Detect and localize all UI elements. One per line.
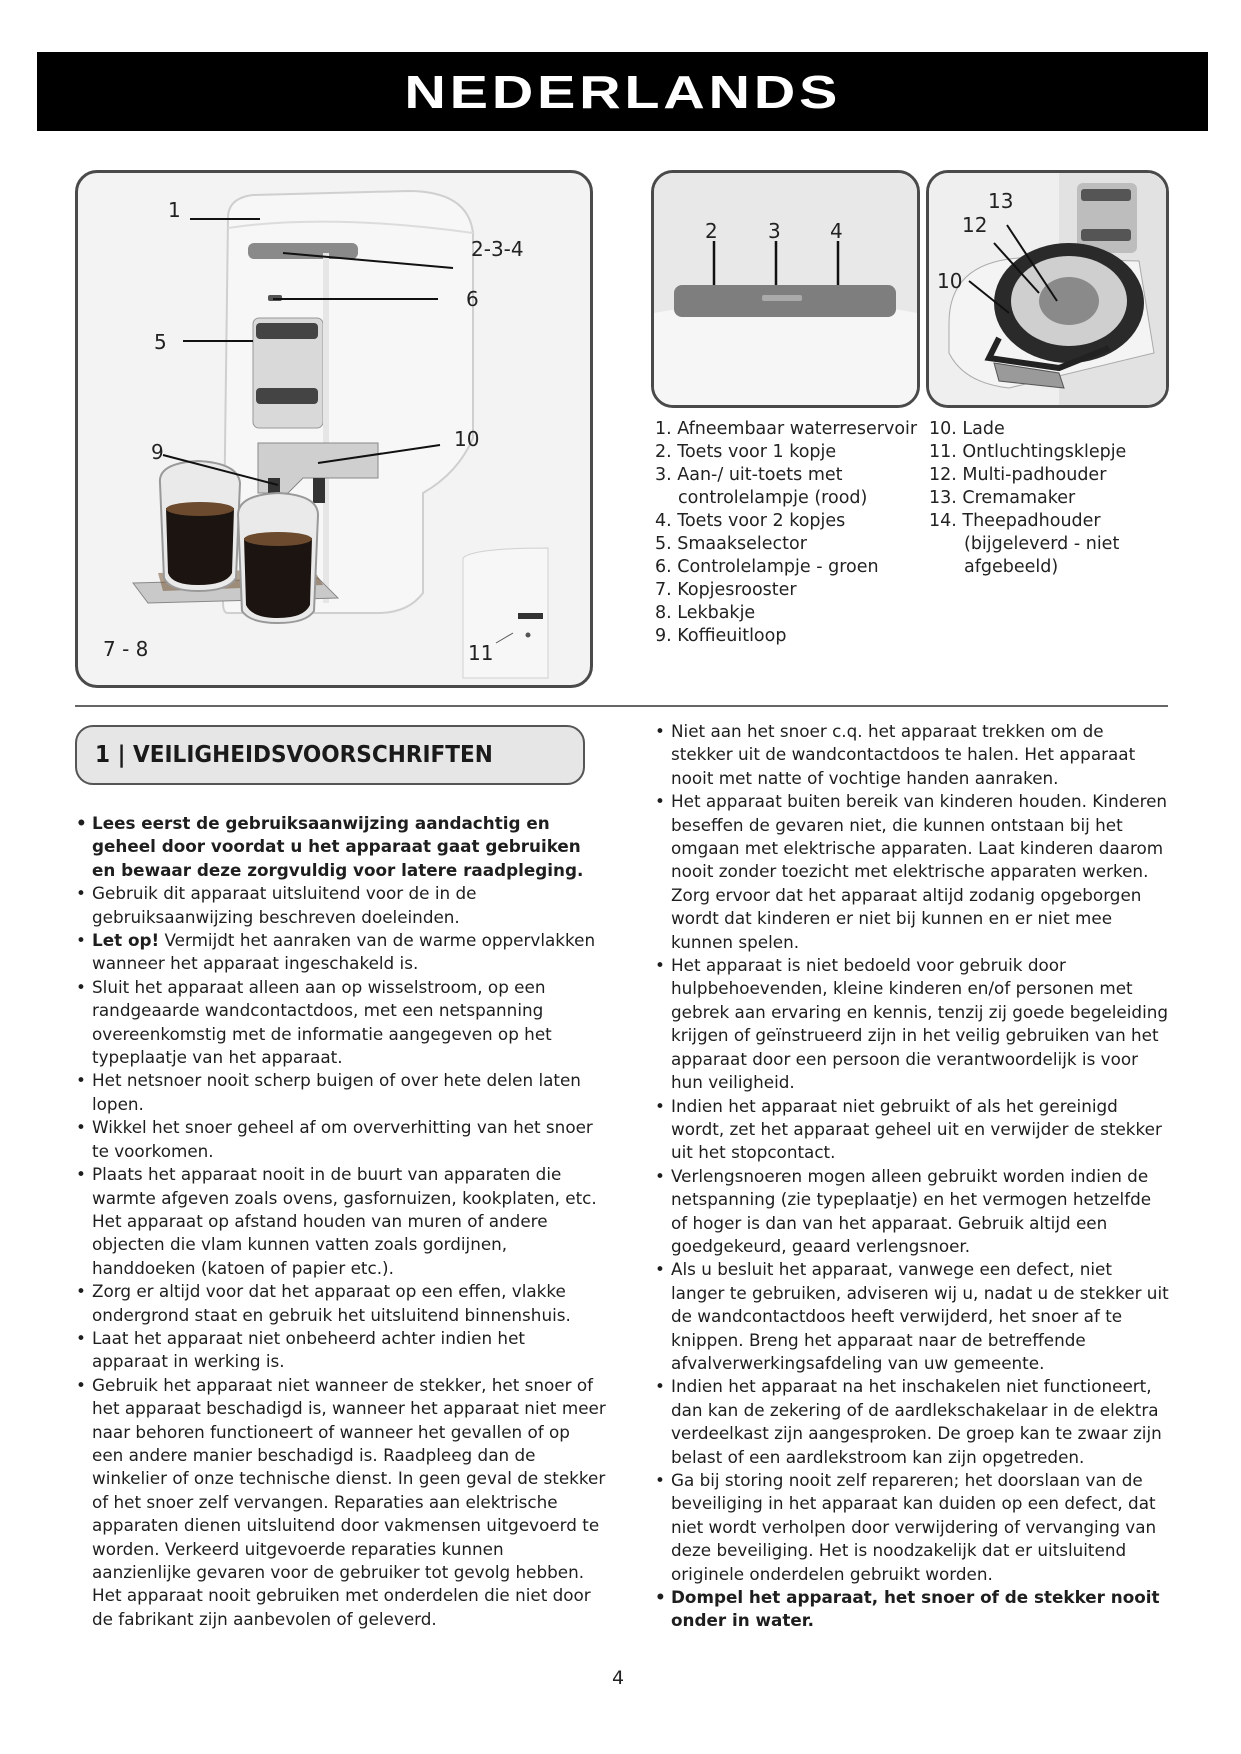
section-heading-box — [75, 725, 585, 785]
legend-item: 10. Lade — [929, 419, 1005, 439]
safety-item — [76, 929, 606, 976]
warning-label: Let op! — [92, 930, 160, 951]
legend-item: 2. Toets voor 1 kopje — [655, 442, 837, 462]
legend-item: 3. Aan-/ uit-toets met — [655, 465, 843, 485]
page-number: 4 — [612, 1667, 625, 1689]
safety-item: • Niet aan het snoer c.q. het apparaat trekken om de stekker uit de wandcontactdoos te halen. Het apparaat nooit met natte of vochtige handen aanraken. — [655, 720, 1170, 790]
safety-item: • Als u besluit het apparaat, vanwege een defect, niet langer te gebruiken, adviseren wij u, nadat u de stekker uit de wandcontactdoos heeft verwijderd, het snoer af te knippen. Breng het apparaat naar de betreffende afvalverwerkingsafdeling van uw gemeente. — [655, 1258, 1170, 1375]
figure-main-panel — [75, 170, 593, 688]
safety-item: • Indien het apparaat na het inschakelen niet functioneert, dan kan de zekering of de aardlekschakelaar in de elektra verdeelkast zijn aangesproken. De groep kan te zwaar zijn belast of een aardlekstroom kan zijn opgetreden. — [655, 1375, 1170, 1469]
legend-item: 4. Toets voor 2 kopjes — [655, 511, 846, 531]
section-title: 1 | VEILIGHEIDSVOORSCHRIFTEN — [95, 742, 493, 768]
safety-item: • Gebruik het apparaat niet wanneer de stekker, het snoer of het apparaat beschadigd is, wanneer het apparaat niet meer naar behoren functioneert of wanneer het gevallen of op een andere manier beschadigd is. Raadpleeg dan de winkelier of onze technische dienst. In geen geval de stekker of het snoer zelf vervangen. Reparaties aan elektrische apparaten dienen uitsluitend door vakmensen uitgevoerd te worden. Verkeerd uitgevoerde reparaties kunnen aanzienlijke gevaren voor de gebruiker tot gevolg hebben. Het apparaat nooit gebruiken met onderdelen die niet door de fabrikant zijn aanbevolen of geleverd. — [76, 1374, 606, 1631]
safety-item: • Dompel het apparaat, het snoer of de stekker nooit onder in water. — [655, 1586, 1170, 1633]
callout-10: 10 — [454, 427, 480, 451]
legend-item: 5. Smaakselector — [655, 534, 807, 554]
safety-item: • Laat het apparaat niet onbeheerd achter indien het apparaat in werking is. — [76, 1327, 606, 1374]
safety-item: • Het apparaat is niet bedoeld voor gebruik door hulpbehoevenden, kleine kinderen en/of personen met gebrek aan ervaring en kennis, tenzij zij goede begeleiding krijgen of geïnstrueerd zijn in het veilig gebruiken van het apparaat door een persoon die verantwoordelijk is voor hun veiligheid. — [655, 954, 1170, 1094]
safety-item: • Het netsnoer nooit scherp buigen of over hete delen laten lopen. — [76, 1069, 606, 1116]
parts-legend-right — [929, 418, 1126, 579]
callout-10: 10 — [937, 269, 963, 293]
callout-1: 1 — [168, 198, 181, 222]
callout-9: 9 — [151, 440, 164, 464]
callout-11: 11 — [468, 641, 494, 665]
safety-item: • Gebruik dit apparaat uitsluitend voor de in de gebruiksaanwijzing beschreven doeleinden. — [76, 882, 606, 929]
safety-item: • Het apparaat buiten bereik van kinderen houden. Kinderen beseffen de gevaren niet, die kunnen ontstaan bij het omgaan met elektrische apparaten. Laat kinderen daarom nooit zonder toezicht met elektrische apparaten werken. Zorg ervoor dat het apparaat altijd zodanig opgeborgen wordt dat kinderen er niet bij kunnen en er niet mee kunnen spelen. — [655, 790, 1170, 954]
callout-4: 4 — [830, 219, 843, 243]
safety-item: • Indien het apparaat niet gebruikt of als het gereinigd wordt, zet het apparaat geheel uit en verwijder de stekker uit het stopcontact. — [655, 1095, 1170, 1165]
callout-2: 2 — [705, 219, 718, 243]
safety-item-text: Vermijdt het aanraken van de warme oppervlakken wanneer het apparaat ingeschakeld is. — [92, 930, 596, 974]
safety-item: • Wikkel het snoer geheel af om oververhitting van het snoer te voorkomen. — [76, 1116, 606, 1163]
legend-item: 12. Multi-padhouder — [929, 465, 1107, 485]
legend-item: 6. Controlelampje - groen — [655, 557, 879, 577]
legend-item: 13. Cremamaker — [929, 488, 1076, 508]
control-panel-illustration — [654, 173, 917, 405]
legend-item: (bijgeleverd - niet — [964, 534, 1120, 554]
figure-buttons-panel — [651, 170, 920, 408]
language-title: NEDERLANDS — [404, 65, 841, 118]
legend-item: afgebeeld) — [964, 557, 1059, 577]
callout-12: 12 — [962, 213, 988, 237]
safety-column-right — [655, 720, 1170, 1633]
callout-3: 3 — [768, 219, 781, 243]
callout-2-3-4: 2-3-4 — [471, 237, 524, 261]
legend-item: 1. Afneembaar waterreservoir — [655, 419, 918, 439]
language-header — [37, 52, 1208, 131]
drawer-illustration — [929, 173, 1166, 405]
safety-item: • Plaats het apparaat nooit in de buurt van apparaten die warmte afgeven zoals ovens, gasfornuizen, kookplaten, etc. Het apparaat op afstand houden van muren of andere objecten die vlam kunnen vatten zoals gordijnen, handdoeken (katoen of papier etc.). — [76, 1163, 606, 1280]
legend-item: 9. Koffieuitloop — [655, 626, 787, 646]
callout-13: 13 — [988, 189, 1014, 213]
callout-5: 5 — [154, 330, 167, 354]
section-divider — [75, 705, 1168, 707]
callout-7-8: 7 - 8 — [103, 637, 149, 661]
safety-item: • Sluit het apparaat alleen aan op wisselstroom, op een randgeaarde wandcontactdoos, met een netspanning overeenkomstig met de informatie aangegeven op het typeplaatje van het apparaat. — [76, 976, 606, 1070]
safety-item: • Zorg er altijd voor dat het apparaat op een effen, vlakke ondergrond staat en gebruik het uitsluitend binnenshuis. — [76, 1280, 606, 1327]
legend-item: controlelampje (rood) — [678, 488, 868, 508]
callout-6: 6 — [466, 287, 479, 311]
legend-item: 11. Ontluchtingsklepje — [929, 442, 1127, 462]
legend-item: 8. Lekbakje — [655, 603, 756, 623]
safety-item: • Verlengsnoeren mogen alleen gebruikt worden indien de netspanning (zie typeplaatje) en het vermogen hetzelfde of hoger is dan van het apparaat. Gebruik altijd een goedgekeurd, geaard verlengsnoer. — [655, 1165, 1170, 1259]
safety-column-left — [76, 812, 606, 1631]
safety-item: • Ga bij storing nooit zelf repareren; het doorslaan van de beveiliging in het apparaat kan duiden op een defect, dat niet wordt verholpen door verwijdering of vervanging van deze beveiliging. Het is noodzakelijk dat er uitsluitend originele onderdelen gebruikt worden. — [655, 1469, 1170, 1586]
safety-item: • Lees eerst de gebruiksaanwijzing aandachtig en geheel door voordat u het apparaat gaat gebruiken en bewaar deze zorgvuldig voor latere raadpleging. — [76, 812, 606, 882]
legend-item: 7. Kopjesrooster — [655, 580, 797, 600]
legend-item: 14. Theepadhouder — [929, 511, 1101, 531]
parts-legend-left — [655, 418, 917, 648]
figure-drawer-panel — [926, 170, 1169, 408]
